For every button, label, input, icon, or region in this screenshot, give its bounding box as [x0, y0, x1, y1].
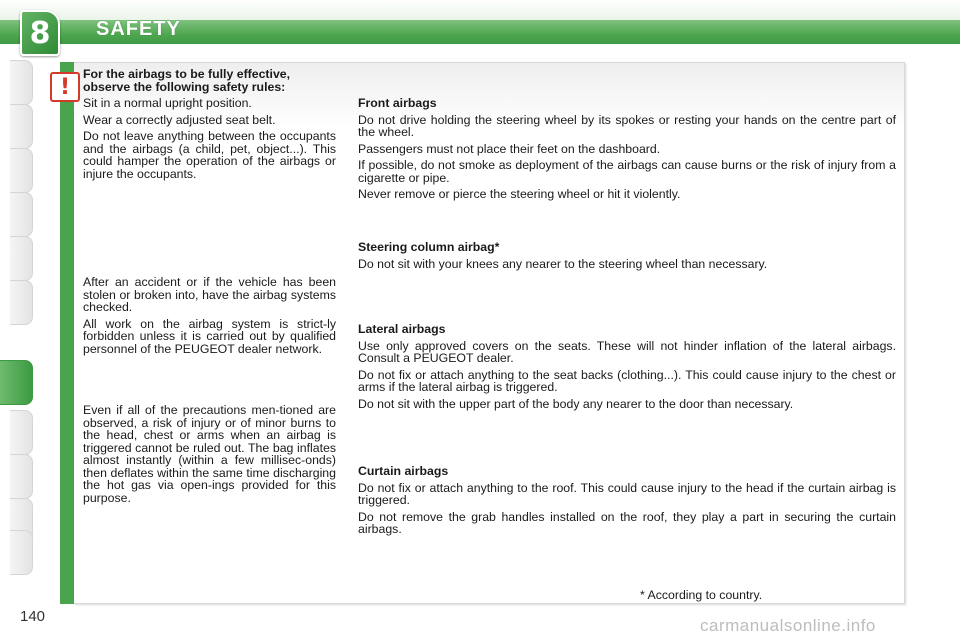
- lateral-airbags-paragraph: Do not fix or attach anything to the seat backs (clothing...). This could cause injury to the chest or arms if the lateral airbag is triggered.: [358, 367, 896, 394]
- rule-item: Sit in a normal upright position.: [83, 96, 252, 110]
- chapter-tab[interactable]: [10, 60, 33, 105]
- safety-rules-block: [83, 68, 336, 184]
- curtain-airbags-section: [358, 465, 896, 540]
- chapter-title: SAFETY: [96, 18, 181, 40]
- footnote: * According to country.: [640, 588, 763, 602]
- accident-paragraph: After an accident or if the vehicle has been stolen or broken into, have the airbag systems checked.: [83, 275, 336, 314]
- watermark: carmanualsonline.info: [700, 616, 876, 635]
- accident-paragraph: All work on the airbag system is strict-ly forbidden unless it is carried out by qualified personnel of the PEUGEOT dealer network.: [83, 316, 336, 356]
- page-number: 140: [20, 608, 46, 625]
- chapter-tab[interactable]: [10, 410, 33, 455]
- curtain-airbags-heading: Curtain airbags: [358, 464, 449, 478]
- rule-item: Wear a correctly adjusted seat belt.: [83, 112, 276, 127]
- chapter-tab-strip: [0, 60, 34, 575]
- safety-rules-heading: For the airbags to be fully effective, observe the following safety rules:: [83, 67, 291, 94]
- chapter-tab[interactable]: [10, 104, 33, 149]
- chapter-tab[interactable]: [10, 236, 33, 281]
- curtain-airbags-paragraph: Do not fix or attach anything to the roof. This could cause injury to the head if the curtain airbag is triggered.: [358, 480, 896, 507]
- lateral-airbags-paragraph: Do not sit with the upper part of the body any nearer to the door than necessary.: [358, 396, 794, 411]
- lateral-airbags-heading: Lateral airbags: [358, 322, 446, 336]
- rule-item: Do not leave anything between the occupants and the airbags (a child, pet, object...). This could hamper the operation of the airbags or injure the occupants.: [83, 129, 336, 181]
- steering-airbag-section: [358, 241, 896, 274]
- chapter-tab[interactable]: [10, 530, 33, 575]
- front-airbags-heading: Front airbags: [358, 96, 437, 110]
- chapter-badge: 8: [20, 10, 60, 56]
- left-accent-bar: [60, 62, 74, 604]
- curtain-airbags-paragraph: Do not remove the grab handles installed on the roof, they play a part in securing the curtain airbags.: [358, 509, 896, 536]
- risk-paragraph: Even if all of the precautions men-tioned are observed, a risk of injury or of minor burns to the head, chest or arms when an airbag is triggered cannot be ruled out. The bag inflates almost instantly (within a few millisec-onds) then deflates within the same time discharging the hot gas via open-ings provided for this purpose.: [83, 403, 336, 505]
- front-airbags-section: [358, 97, 896, 205]
- front-airbags-paragraph: If possible, do not smoke as deployment of the airbags can cause burns or the risk of injury from a cigarette or pipe.: [358, 158, 896, 185]
- exclamation-warning-icon: !: [50, 72, 80, 102]
- chapter-tab[interactable]: [10, 280, 33, 325]
- lateral-airbags-section: [358, 323, 896, 414]
- steering-airbag-paragraph: Do not sit with your knees any nearer to the steering wheel than necessary.: [358, 256, 768, 271]
- accident-block: [83, 276, 336, 359]
- front-airbags-paragraph: Never remove or pierce the steering wheel or hit it violently.: [358, 187, 681, 201]
- steering-airbag-heading: Steering column airbag*: [358, 240, 500, 254]
- front-airbags-paragraph: Do not drive holding the steering wheel by its spokes or resting your hands on the centre part of the wheel.: [358, 112, 896, 139]
- front-airbags-paragraph: Passengers must not place their feet on the dashboard.: [358, 141, 661, 156]
- chapter-tab-active[interactable]: [0, 360, 33, 405]
- lateral-airbags-paragraph: Use only approved covers on the seats. These will not hinder inflation of the lateral airbags. Consult a PEUGEOT dealer.: [358, 338, 896, 365]
- chapter-tab[interactable]: [10, 454, 33, 499]
- chapter-tab[interactable]: [10, 192, 33, 237]
- risk-block: [83, 404, 336, 508]
- chapter-tab[interactable]: [10, 148, 33, 193]
